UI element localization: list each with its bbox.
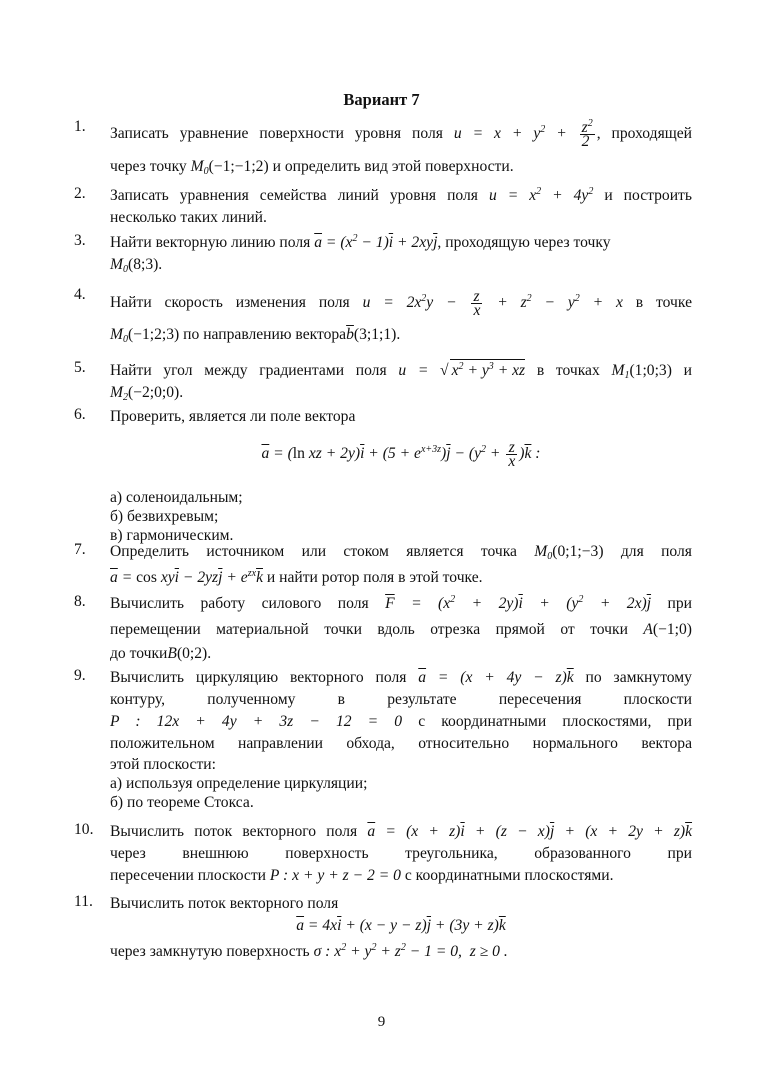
problem-line: Проверить, является ли поле вектора bbox=[110, 408, 356, 425]
page-title: Вариант 7 bbox=[343, 90, 420, 109]
problem-line: $\overline{a} = \cos xy\overline{i} - 2yz\overline{j} + e^{zx}\overline{k}$ и найти ротор поля в этой точке. bbox=[110, 568, 483, 586]
formula: $M_2(-2;0;0)$. bbox=[110, 384, 184, 403]
problem-line: Записать уравнение поверхности уровня поля $u = x + y^2$ + $\frac{z^2}{2}$ , проходящей bbox=[110, 117, 693, 150]
formula: $M_0(0;1;-3)$ bbox=[534, 543, 604, 562]
problem-line: положительном направлении обхода, относительно нормального вектора bbox=[110, 735, 692, 752]
sub-item: б) безвихревым; bbox=[110, 508, 219, 525]
problem-number: 4. bbox=[74, 286, 86, 303]
sub-item: б) по теореме Стокса. bbox=[110, 794, 254, 811]
problem-line: Определить источником или стоком является точка $M_0(0;1;-3)$ для поля bbox=[110, 543, 692, 562]
problem-line: этой плоскости: bbox=[110, 756, 216, 773]
problem-1 bbox=[74, 118, 692, 178]
sub-item: а) используя определение циркуляции; bbox=[110, 775, 368, 792]
formula: P : 12x + 4y + 3z − 12 = 0 bbox=[110, 713, 403, 730]
formula: $M_0(-1;-1;2)$ bbox=[190, 158, 269, 177]
formula: σ : $x^2 + y^2 + z^2 - 1 = 0$, z ≥ 0 . bbox=[313, 942, 508, 960]
problem-11 bbox=[74, 893, 692, 963]
problem-number: 5. bbox=[74, 359, 86, 376]
problem-line: Вычислить работу силового поля $\overline{F} = (x^2 + 2y)\overline{i} + (y^2 + 2x)\overline{j}$ при bbox=[110, 594, 692, 612]
problem-6 bbox=[74, 406, 692, 545]
problem-5 bbox=[74, 359, 692, 404]
formula: B(0;2). bbox=[167, 645, 212, 662]
problem-number: 3. bbox=[74, 232, 86, 249]
formula: $\overline{a} = (x^2 - 1)\overline{i} + 2xy\overline{j}$ bbox=[314, 233, 438, 251]
formula-display bbox=[110, 915, 692, 937]
problem-number: 8. bbox=[74, 593, 86, 610]
problem-line: Записать уравнения семейства линий уровня поля $u = x^2 + 4y^2$ и построить bbox=[110, 186, 692, 204]
problem-line: контуру, полученному в результате пересечения плоскости bbox=[110, 691, 692, 708]
problem-line: пересечении плоскости P : x + y + z − 2 = 0 с координатными плоскостями. bbox=[110, 867, 614, 884]
formula: $M_1(1;0;3)$ bbox=[611, 362, 672, 381]
problem-line: через точку $M_0(-1;-1;2)$ и определить вид этой поверхности. bbox=[110, 158, 514, 177]
problem-line: Вычислить циркуляцию векторного поля $\overline{a} = (x + 4y - z)\overline{k}$ по замкнутому bbox=[110, 669, 692, 686]
formula: A(−1;0) bbox=[643, 621, 692, 638]
formula-display bbox=[110, 430, 692, 478]
formula: $\overline{b}(3;1;1)$. bbox=[346, 326, 401, 343]
problem-line: Найти векторную линию поля $\overline{a} = (x^2 - 1)\overline{i} + 2xy\overline{j}$, проходящую через точку bbox=[110, 233, 611, 251]
problem-2 bbox=[74, 185, 692, 229]
problem-line: через внешнюю поверхность треугольника, образованного при bbox=[110, 845, 692, 862]
problem-10 bbox=[74, 821, 692, 887]
page-number: 9 bbox=[377, 1014, 386, 1030]
formula: u = √ $x^2 + y^3$ + xz bbox=[398, 362, 525, 379]
problem-line: перемещении материальной точки вдоль отрезка прямой от точки A(−1;0) bbox=[110, 621, 692, 638]
problem-number: 10. bbox=[74, 821, 94, 838]
formula: P : x + y + z − 2 = 0 bbox=[269, 867, 401, 884]
problem-line: несколько таких линий. bbox=[110, 209, 267, 226]
problem-line: до точкиB(0;2). bbox=[110, 645, 212, 662]
sub-items bbox=[110, 488, 692, 545]
sub-item: а) соленоидальным; bbox=[110, 489, 243, 506]
problem-line: Вычислить поток векторного поля bbox=[110, 895, 339, 912]
formula: $\overline{a} = (x + z)\overline{i} + (z - x)\overline{j} + (x + 2y + z)\overline{k}$ bbox=[367, 823, 693, 840]
problem-7 bbox=[74, 541, 692, 589]
problem-line bbox=[110, 254, 692, 276]
problem-8 bbox=[74, 593, 692, 665]
problem-line: Найти скорость изменения поля $u = 2x^2y$ − $\frac{z}{x}$ + $z^2 - y^2 + x$ в точке bbox=[110, 287, 692, 319]
problem-line: $M_0(-1;2;3)$ по направлению $вектора\overline{b}(3;1;1)$. bbox=[110, 326, 401, 345]
formula: $\overline{a} = 4x\overline{i} + (x - y - z)\overline{j} + (3y + z)\overline{k}$ bbox=[296, 917, 506, 934]
problem-9 bbox=[74, 667, 692, 812]
formula: $\overline{a} = (x + 4y - z)\overline{k}$ bbox=[418, 669, 574, 686]
problem-number: 11. bbox=[74, 893, 93, 910]
formula: $\overline{F} = (x^2 + 2y)\overline{i} + (y^2 + 2x)\overline{j}$ bbox=[385, 594, 652, 612]
formula: $u = x + y^2$ + $\frac{z^2}{2}$ bbox=[453, 117, 593, 150]
formula: $\overline{a} = (\ln$ xz + $2y)\overline{i} + (5 + e^{x+3z})\overline{j} - (y^2$ + $\frac{z}{x}$ )$\overline{k}$ : bbox=[261, 438, 541, 470]
problem-line: P : 12x + 4y + 3z − 12 = 0 с координатными плоскостями, при bbox=[110, 713, 692, 730]
problem-4 bbox=[74, 286, 692, 346]
problem-line bbox=[110, 382, 692, 404]
problem-line: Вычислить поток векторного поля $\overline{a} = (x + z)\overline{i} + (z - x)\overline{j} + (x + 2y + z)\overline{k}$ bbox=[110, 823, 693, 840]
problem-number: 2. bbox=[74, 185, 86, 202]
formula: $M_0(8;3)$. bbox=[110, 256, 163, 275]
formula: $M_0(-1;2;3)$ bbox=[110, 326, 180, 345]
sub-item: в) гармоническим. bbox=[110, 527, 234, 544]
problem-number: 9. bbox=[74, 667, 86, 684]
problem-number: 6. bbox=[74, 406, 86, 423]
formula: $u = x^2 + 4y^2$ bbox=[488, 186, 594, 204]
problem-number: 7. bbox=[74, 541, 86, 558]
formula: $\overline{a} = \cos xy\overline{i} - 2yz\overline{j} + e^{zx}\overline{k}$ bbox=[110, 568, 263, 586]
problem-3 bbox=[74, 232, 692, 276]
problem-number: 1. bbox=[74, 118, 86, 135]
problem-line: Найти угол между градиентами поля u = √ $x^2 + y^3$ + xz в точках $M_1(1;0;3)$ и bbox=[110, 361, 692, 381]
formula: $u = 2x^2y$ − $\frac{z}{x}$ + $z^2 - y^2 + x$ bbox=[362, 287, 623, 319]
problem-line: через замкнутую поверхность σ : $x^2 + y^2 + z^2 - 1 = 0$, z ≥ 0 . bbox=[110, 942, 508, 960]
